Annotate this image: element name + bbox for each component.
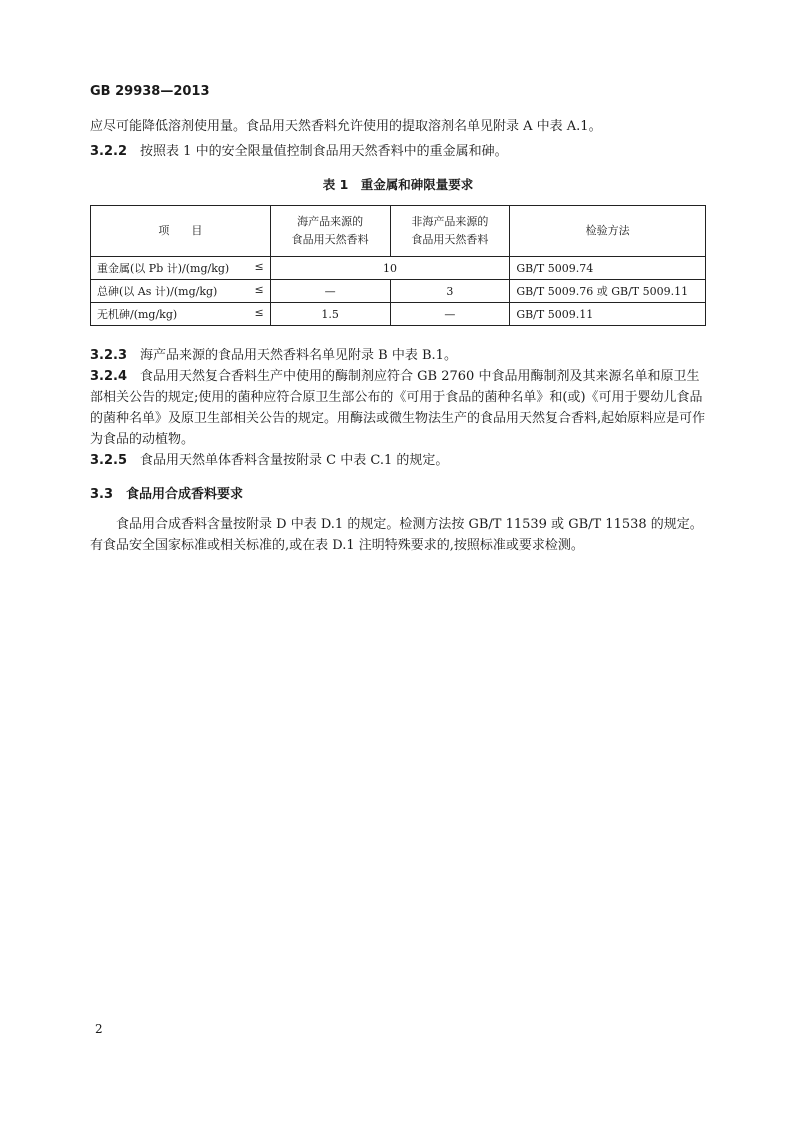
row-value-nonmarine: 3: [390, 280, 510, 303]
clause-number: 3.2.4: [90, 369, 128, 384]
header-marine: 海产品来源的 食品用天然香料: [270, 206, 390, 257]
row-value-nonmarine: —: [390, 303, 510, 326]
section-number: 3.3: [90, 487, 114, 502]
row-method: GB/T 5009.76 或 GB/T 5009.11: [510, 280, 706, 303]
section-heading-3-3: [90, 483, 243, 502]
clause-text: 按照表 1 中的安全限量值控制食品用天然香料中的重金属和砷。: [140, 144, 508, 159]
row-value-marine: 1.5: [270, 303, 390, 326]
row-item: 总砷(以 As 计)/(mg/kg) ≤: [91, 280, 271, 303]
clause-number: 3.2.3: [90, 348, 128, 363]
header-method: 检验方法: [510, 206, 706, 257]
section-title: 食品用合成香料要求: [126, 487, 244, 502]
limits-table: [90, 205, 706, 326]
row-item: 无机砷/(mg/kg) ≤: [91, 303, 271, 326]
table-title: 表 1 重金属和砷限量要求: [322, 177, 474, 192]
row-method: GB/T 5009.74: [510, 257, 706, 280]
clause-3-2-2: [90, 141, 706, 162]
clause-number: 3.2.2: [90, 144, 128, 159]
row-value-marine: —: [270, 280, 390, 303]
clause-3-2-4: [90, 366, 706, 450]
clause-number: 3.2.5: [90, 453, 128, 468]
row-item: 重金属(以 Pb 计)/(mg/kg) ≤: [91, 257, 271, 280]
clause-text: 食品用天然复合香料生产中使用的酶制剂应符合 GB 2760 中食品用酶制剂及其来源名单和原卫生部相关公告的规定;使用的菌种应符合原卫生部公布的《可用于食品的菌种名单》和(或)《可用于婴幼儿食品的菌种名单》及原卫生部相关公告的规定。用酶法或微生物法生产的食品用天然复合香料,起始原料应是可作为食品的动植物。: [90, 369, 706, 447]
row-value-merged: 10: [270, 257, 510, 280]
intro-line: 应尽可能降低溶剂使用量。食品用天然香料允许使用的提取溶剂名单见附录 A 中表 A.1。: [90, 119, 602, 134]
section-3-3-paragraph: 食品用合成香料含量按附录 D 中表 D.1 的规定。检测方法按 GB/T 11539 或 GB/T 11538 的规定。有食品安全国家标准或相关标准的,或在表 D.1 注明特殊要求的,按照标准或要求检测。: [90, 517, 703, 553]
clause-3-2-5: [90, 450, 706, 471]
table-row: [91, 303, 706, 326]
table-header-row: [91, 206, 706, 257]
header-nonmarine: 非海产品来源的 食品用天然香料: [390, 206, 510, 257]
table-row: [91, 257, 706, 280]
clause-text: 食品用天然单体香料含量按附录 C 中表 C.1 的规定。: [140, 453, 449, 468]
row-method: GB/T 5009.11: [510, 303, 706, 326]
clause-3-2-3: [90, 345, 706, 366]
document-code: GB 29938—2013: [90, 84, 210, 99]
table-row: [91, 280, 706, 303]
header-item: 项 目: [91, 206, 271, 257]
clause-text: 海产品来源的食品用天然香料名单见附录 B 中表 B.1。: [140, 348, 457, 363]
page-number: 2: [95, 1022, 103, 1036]
